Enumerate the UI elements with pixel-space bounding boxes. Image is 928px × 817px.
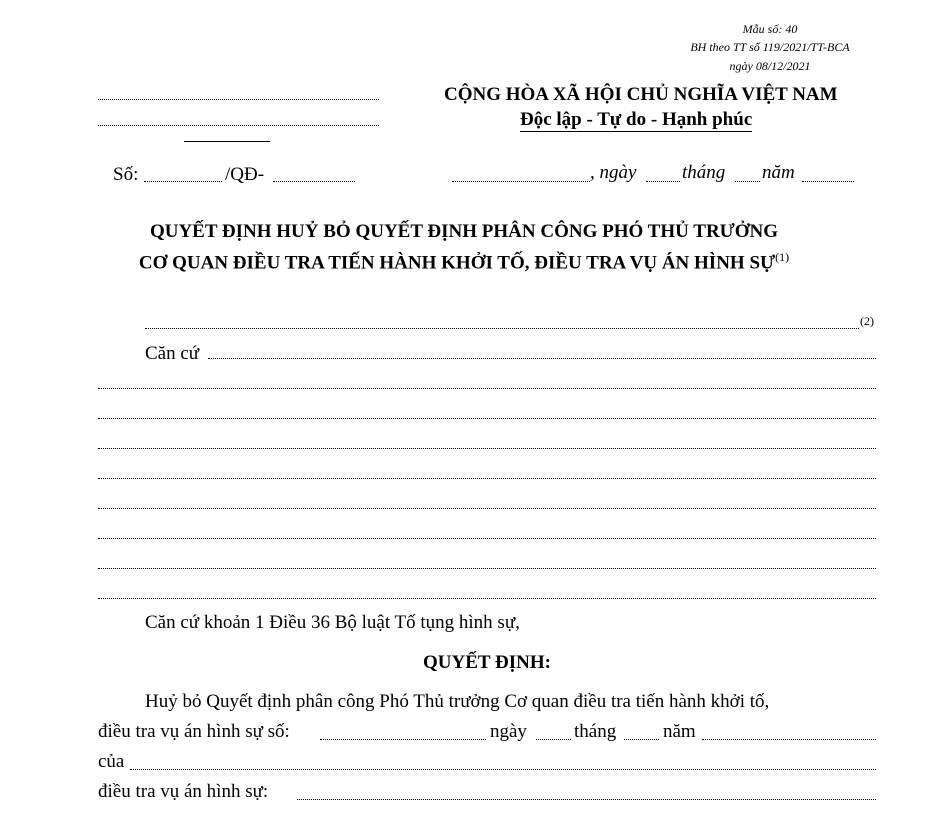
- document-title-line-2: [0, 250, 928, 274]
- legal-basis-line: [98, 448, 876, 449]
- case-date-year-label: năm: [663, 721, 696, 742]
- form-circular-reference: BH theo TT số 119/2021/TT-BCA: [690, 40, 850, 54]
- number-blank: [144, 181, 222, 182]
- legal-basis-line: [98, 508, 876, 509]
- decision-heading: QUYẾT ĐỊNH:: [423, 652, 551, 673]
- nation-title: CỘNG HÒA XÃ HỘI CHỦ NGHĨA VIỆT NAM: [444, 84, 838, 105]
- footnote-2: (2): [860, 314, 874, 328]
- number-label: Số:: [113, 164, 139, 185]
- cancel-paragraph-line-1: Huỷ bỏ Quyết định phân công Phó Thủ trưởng Cơ quan điều tra tiến hành khởi tố,: [145, 691, 770, 712]
- legal-basis-line: [98, 598, 876, 599]
- issuer-of-label: của: [98, 751, 125, 772]
- place-blank: [452, 181, 590, 182]
- date-month-label: tháng: [682, 162, 726, 183]
- document-title-line-2-text: CƠ QUAN ĐIỀU TRA TIẾN HÀNH KHỞI TỐ, ĐIỀU TRA VỤ ÁN HÌNH SỰ: [138, 252, 776, 274]
- date-day-blank: [646, 181, 680, 182]
- footnote-1: (1): [775, 250, 790, 264]
- legal-basis-line: [98, 568, 876, 569]
- case-number-label: điều tra vụ án hình sự số:: [98, 721, 290, 742]
- case-name-blank: [297, 799, 876, 800]
- form-number: Mẫu số: 40: [742, 22, 798, 36]
- form-date: ngày 08/12/2021: [729, 59, 811, 73]
- case-date-month-label: tháng: [574, 721, 617, 742]
- legal-basis-line: [98, 538, 876, 539]
- legal-basis-article: Căn cứ khoản 1 Điều 36 Bộ luật Tố tụng hình sự,: [145, 612, 520, 633]
- legal-basis-blank: [208, 358, 876, 359]
- date-year-label: năm: [762, 162, 795, 183]
- date-month-blank: [735, 181, 760, 182]
- case-date-year-blank: [702, 739, 876, 740]
- issuer-blank: [145, 328, 859, 329]
- case-date-day-label: ngày: [490, 721, 527, 742]
- case-date-day-blank: [536, 739, 571, 740]
- case-date-month-blank: [624, 739, 659, 740]
- agency-name-line-2: [98, 125, 379, 126]
- legal-basis-line: [98, 478, 876, 479]
- agency-underline: [184, 141, 270, 142]
- legal-basis-line: [98, 388, 876, 389]
- decision-code-label: /QĐ-: [225, 164, 265, 185]
- date-year-blank: [802, 181, 854, 182]
- nation-motto: Độc lập - Tự do - Hạnh phúc: [520, 109, 753, 130]
- issuer-of-blank: [130, 769, 876, 770]
- document-title-line-1: QUYẾT ĐỊNH HUỶ BỎ QUYẾT ĐỊNH PHÂN CÔNG PHÓ THỦ TRƯỞNG: [149, 221, 779, 242]
- date-day-label: , ngày: [590, 162, 637, 183]
- case-number-blank: [320, 739, 486, 740]
- case-name-label: điều tra vụ án hình sự:: [98, 781, 269, 802]
- legal-basis-label: Căn cứ: [145, 343, 200, 364]
- decision-code-blank: [273, 181, 355, 182]
- agency-name-line-1: [98, 99, 379, 100]
- legal-basis-line: [98, 418, 876, 419]
